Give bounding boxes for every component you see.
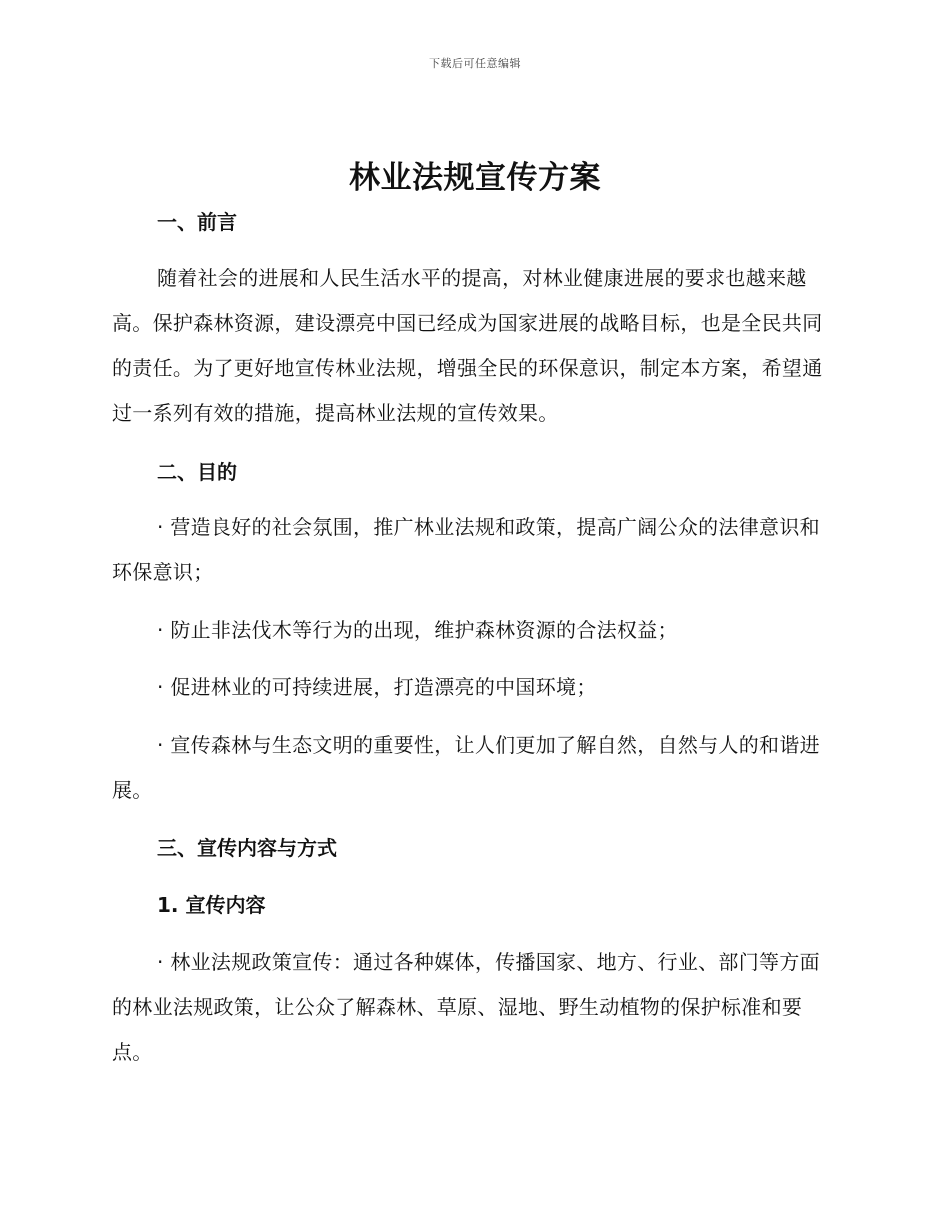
- purpose-item: · 防止非法伐木等行为的出现，维护森林资源的合法权益；: [157, 618, 678, 642]
- purpose-item: · 宣传森林与生态文明的重要性，让人们更加了解自然，自然与人的和谐进展。: [112, 733, 820, 802]
- section-heading-purpose: 二、目的: [157, 460, 237, 484]
- subsection-heading-content: 1. 宣传内容: [157, 893, 266, 917]
- purpose-item: · 促进林业的可持续进展，打造漂亮的中国环境；: [157, 675, 597, 699]
- header-note: 下载后可任意编辑: [429, 57, 521, 70]
- purpose-item: · 营造良好的社会氛围，推广林业法规和政策，提高广阔公众的法律意识和环保意识；: [112, 515, 820, 584]
- section-heading-intro: 一、前言: [157, 210, 237, 234]
- intro-paragraph: 随着社会的进展和人民生活水平的提高，对林业健康进展的要求也越来越高。保护森林资源，建设漂亮中国已经成为国家进展的战略目标，也是全民共同的责任。为了更好地宣传林业法规，增强全民的环保意识，制定本方案，希望通过一系列有效的措施，提高林业法规的宣传效果。: [112, 266, 823, 425]
- section-heading-content: 三、宣传内容与方式: [157, 836, 337, 860]
- content-item: · 林业法规政策宣传：通过各种媒体，传播国家、地方、行业、部门等方面的林业法规政策，让公众了解森林、草原、湿地、野生动植物的保护标准和要点。: [112, 950, 820, 1064]
- document-title: 林业法规宣传方案: [349, 160, 601, 196]
